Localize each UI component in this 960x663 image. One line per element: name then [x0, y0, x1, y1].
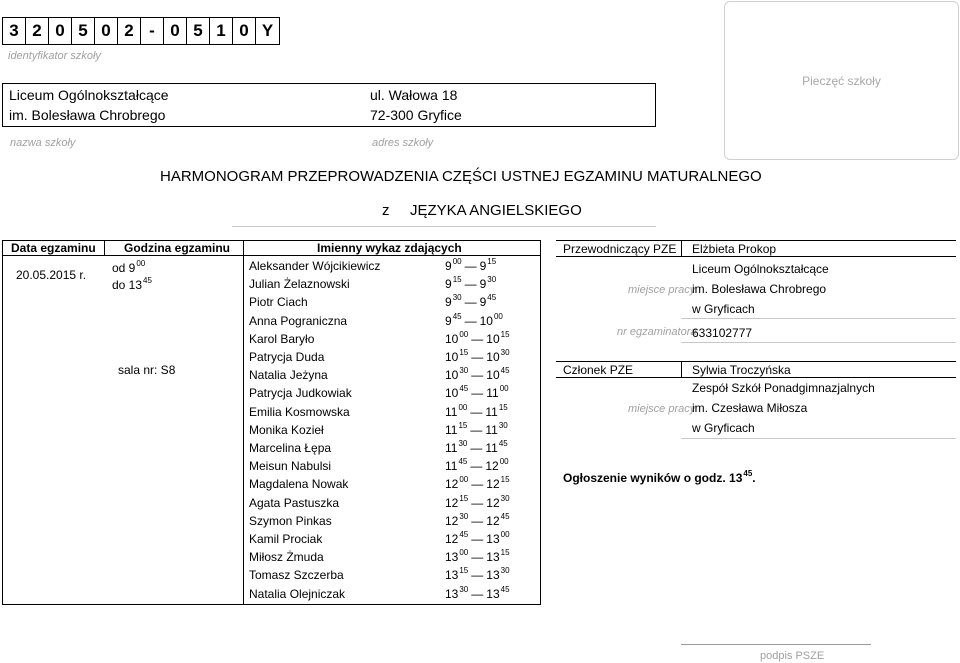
student-name: Monika Kozieł: [249, 423, 324, 437]
document-title: HARMONOGRAM PRZEPROWADZENIA CZĘŚCI USTNEJ EGZAMINU MATURALNEGO: [160, 168, 762, 185]
signature-caption: podpis PSZE: [760, 650, 825, 662]
student-name: Anna Pograniczna: [249, 314, 348, 328]
title-z: z: [382, 202, 390, 219]
student-name: Natalia Jeżyna: [249, 368, 328, 382]
school-id-digit: -: [141, 18, 164, 44]
student-name: Meisun Nabulsi: [249, 459, 332, 473]
chair-name: Elżbieta Prokop: [692, 242, 777, 256]
school-id-digit: 5: [72, 18, 95, 44]
student-time-slot: $12^{45}$ — $13^{00}$: [445, 530, 510, 546]
school-id-digit: 0: [164, 18, 187, 44]
student-time-slot: $13^{30}$ — $13^{45}$: [445, 585, 510, 601]
student-name: Karol Baryło: [249, 332, 315, 346]
student-name: Szymon Pinkas: [249, 514, 332, 528]
student-name: Patrycja Judkowiak: [249, 386, 352, 400]
student-name: Magdalena Nowak: [249, 477, 349, 491]
student-time-slot: $9^{00}$ — $9^{15}$: [445, 257, 497, 273]
student-time-slot: $13^{15}$ — $13^{30}$: [445, 566, 510, 582]
stamp-label: Pieczęć szkoły: [802, 73, 881, 88]
chair-workplace-line1: Liceum Ogólnokształcące: [692, 262, 829, 276]
student-name: Tomasz Szczerba: [249, 568, 344, 582]
schedule-header-divider: [2, 255, 541, 256]
school-id-digit: Y: [261, 21, 274, 40]
school-id-digit: 0: [233, 18, 256, 44]
student-time-slot: $11^{15}$ — $11^{30}$: [445, 421, 508, 437]
student-name: Marcelina Łępa: [249, 441, 332, 455]
student-name: Julian Żelaznowski: [249, 277, 350, 291]
chair-workplace-line2: im. Bolesława Chrobrego: [692, 282, 827, 296]
student-time-slot: $12^{00}$ — $12^{15}$: [445, 475, 510, 491]
student-time-slot: $10^{00}$ — $10^{15}$: [445, 330, 510, 346]
student-time-slot: $11^{45}$ — $12^{00}$: [445, 457, 509, 473]
student-time-slot: $12^{30}$ — $12^{45}$: [445, 512, 510, 528]
exam-subject: JĘZYKA ANGIELSKIEGO: [410, 202, 582, 219]
header-col-divider-1: [104, 240, 105, 255]
student-name: Piotr Ciach: [249, 295, 308, 309]
school-name-caption: nazwa szkoły: [10, 137, 76, 149]
results-announcement: Ogłoszenie wyników o godz. $13^{45}$.: [563, 469, 756, 485]
student-time-slot: $9^{15}$ — $9^{30}$: [445, 275, 497, 291]
student-name: Agata Pastuszka: [249, 496, 340, 510]
student-time-slot: $10^{30}$ — $10^{45}$: [445, 366, 510, 382]
student-time-slot: $11^{30}$ — $11^{45}$: [445, 439, 508, 455]
examiner-number: 633102777: [692, 326, 753, 340]
student-time-slot: $11^{00}$ — $11^{15}$: [445, 403, 508, 419]
student-time-slot: $13^{00}$ — $13^{15}$: [445, 548, 510, 564]
student-time-slot: $12^{15}$ — $12^{30}$: [445, 494, 510, 510]
chair-label: Przewodniczący PZE: [563, 242, 677, 256]
title-underline: [232, 226, 656, 227]
student-name: Aleksander Wójcikiewicz: [249, 259, 381, 273]
examiner-rule: [681, 342, 956, 343]
exam-room: sala nr: S8: [118, 363, 176, 377]
student-name: Emilia Kosmowska: [249, 405, 350, 419]
school-id-digit: 0: [95, 18, 118, 44]
student-time-slot: $9^{30}$ — $9^{45}$: [445, 293, 497, 309]
signature-line: [681, 644, 871, 645]
schedule-col-divider: [243, 240, 244, 605]
student-time-slot: $10^{15}$ — $10^{30}$: [445, 348, 510, 364]
school-info-box: [2, 83, 656, 127]
member-workplace-line2: im. Czesława Miłosza: [692, 401, 808, 415]
member-workplace-line3: w Gryficach: [692, 421, 755, 435]
member-workplace-line1: Zespół Szkół Ponadgimnazjalnych: [692, 381, 875, 395]
school-address-caption: adres szkoły: [372, 137, 434, 149]
school-address-line1: ul. Wałowa 18: [370, 87, 458, 103]
school-stamp-area: [724, 1, 959, 160]
member-row-divider: [681, 361, 682, 378]
examiner-number-caption: nr egzaminatora: [617, 326, 697, 338]
student-time-slot: $10^{45}$ — $11^{00}$: [445, 384, 509, 400]
chair-workplace-caption: miejsce pracy: [628, 284, 696, 296]
school-id-digit: 3: [3, 18, 26, 44]
student-name: Natalia Olejniczak: [249, 587, 346, 601]
student-name: Kamil Prociak: [249, 532, 323, 546]
chair-workplace-rule: [681, 318, 956, 319]
school-name-line1: Liceum Ogólnokształcące: [9, 87, 169, 103]
member-workplace-rule: [681, 438, 956, 439]
school-address-line2: 72-300 Gryfice: [370, 107, 462, 123]
school-id-boxes: [2, 17, 280, 45]
chair-row-divider: [681, 240, 682, 257]
school-id-digit: 2: [118, 18, 141, 44]
student-name: Miłosz Żmuda: [249, 550, 324, 564]
member-name: Sylwia Troczyńska: [692, 363, 791, 377]
school-id-digit: 1: [210, 18, 233, 44]
chair-workplace-line3: w Gryficach: [692, 302, 755, 316]
student-time-slot: $9^{45}$ — $10^{00}$: [445, 312, 503, 328]
student-name: Patrycja Duda: [249, 350, 325, 364]
school-id-digit: 2: [26, 18, 49, 44]
school-name-line2: im. Bolesława Chrobrego: [9, 107, 166, 123]
member-workplace-caption: miejsce pracy: [628, 403, 696, 415]
header-student-list: Imienny wykaz zdających: [317, 241, 462, 255]
member-label: Członek PZE: [563, 363, 634, 377]
exam-end-hour: do $13^{45}$: [112, 276, 152, 292]
exam-start-hour: od $9^{00}$: [112, 259, 146, 275]
school-id-digit: 0: [49, 18, 72, 44]
school-id-caption: identyfikator szkoły: [8, 50, 101, 62]
school-id-digit: 5: [187, 18, 210, 44]
exam-date: 20.05.2015 r.: [16, 268, 87, 282]
header-exam-date: Data egzaminu: [11, 241, 96, 255]
header-exam-hours: Godzina egzaminu: [124, 241, 231, 255]
